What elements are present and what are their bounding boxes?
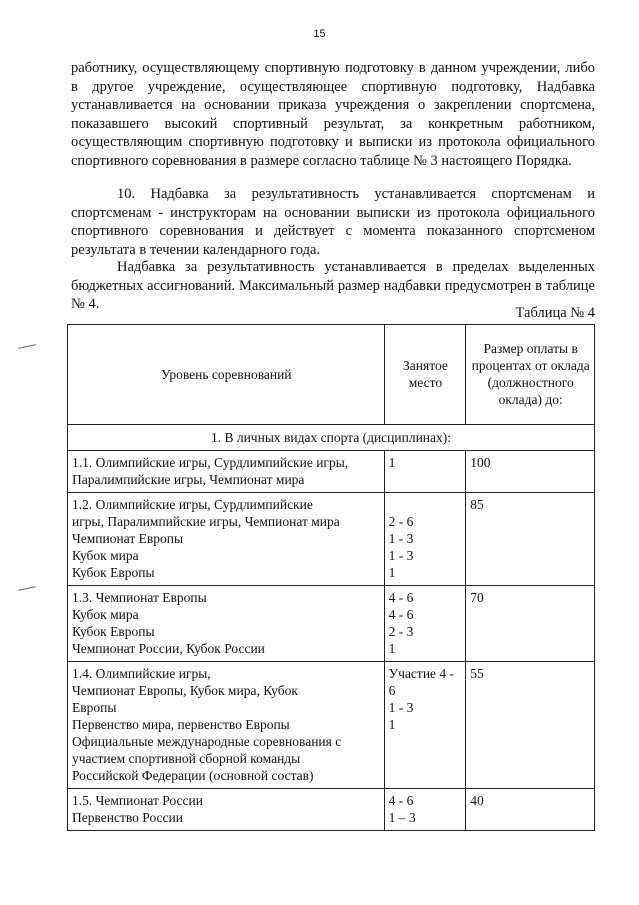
place-line: 4 - 6: [388, 590, 414, 605]
payment-cell: 85: [466, 493, 595, 586]
paragraph-text: Надбавка за результативность устанавливается в пределах выделенных бюджетных ассигнований. Максимальный размер надбавки предусмотрен в таблице № 4.: [71, 259, 595, 312]
section-row: [68, 425, 595, 451]
header-payment: Размер оплаты в процентах от оклада (должностного оклада) до:: [466, 325, 595, 425]
table-row: [68, 493, 595, 586]
payment-cell: 40: [466, 789, 595, 831]
margin-mark: [18, 344, 36, 349]
table-row: [68, 586, 595, 662]
margin-mark: [18, 586, 36, 591]
level-line: Кубок Европы: [72, 624, 155, 639]
place-line: 1: [388, 565, 396, 580]
level-line: Кубок мира: [72, 548, 139, 563]
paragraph-text: работнику, осуществляющему спортивную подготовку в данном учреждении, либо в другое учреждение, осуществляющее спортивную подготовку, Надбавка устанавливается на основании приказа учреждения о закреплении спортсмена, показавшего высокий спортивный результат, за конкретным работником, осуществляющим спортивную подготовку и выписки из протокола официального спортивного соревнования в размере согласно таблице № 3 настоящего Порядка.: [71, 60, 595, 169]
place-line: [389, 496, 463, 513]
level-line: Чемпионат Европы, Кубок мира, Кубок: [72, 683, 298, 698]
payment-cell: 100: [466, 451, 595, 493]
payment-cell: 70: [466, 586, 595, 662]
section-title: 1. В личных видах спорта (дисциплинах):: [68, 425, 595, 451]
level-cell: [68, 451, 385, 493]
place-cell: [384, 586, 466, 662]
level-line: 1.5. Чемпионат России: [72, 793, 203, 808]
level-line: Чемпионат России, Кубок России: [72, 641, 265, 656]
place-cell: [384, 789, 466, 831]
page-number: 15: [313, 28, 326, 40]
level-line: Первенство мира, первенство Европы: [72, 717, 290, 732]
place-line: 1: [388, 455, 396, 470]
place-cell: [384, 493, 466, 586]
level-line: Официальные международные соревнования с: [72, 734, 342, 749]
place-line: 1 - 3: [388, 548, 414, 563]
level-line: Кубок Европы: [72, 565, 155, 580]
place-line: 1 – 3: [388, 810, 416, 825]
place-line: 1: [388, 641, 396, 656]
payment-cell: 55: [466, 662, 595, 789]
place-line: 1: [388, 717, 396, 732]
level-line: Первенство России: [72, 810, 183, 825]
place-cell: [384, 662, 466, 789]
level-line: Кубок мира: [72, 607, 139, 622]
place-line: Участие 4 -: [388, 666, 455, 681]
table-row: [68, 662, 595, 789]
level-line: Чемпионат Европы: [72, 531, 184, 546]
paragraph-text: 10. Надбавка за результативность устанавливается спортсменам и спортсменам - инструкторам на основании выписки из протокола официального спортивного соревнования и действует с момента показанного спортсменом результата в течении календарного года.: [71, 186, 595, 258]
level-cell: [68, 789, 385, 831]
table-header-row: [68, 325, 595, 425]
paragraph-2: [71, 185, 595, 259]
place-line: 2 - 6: [388, 514, 414, 529]
paragraph-1: [71, 59, 595, 170]
level-line: участием спортивной сборной команды: [72, 751, 301, 766]
table-row: [68, 789, 595, 831]
header-level: Уровень соревнований: [68, 325, 385, 425]
place-line: 1 - 3: [388, 531, 414, 546]
competition-table: [67, 324, 595, 831]
place-line: 4 - 6: [388, 793, 414, 808]
level-cell: [68, 662, 385, 789]
place-cell: [384, 451, 466, 493]
level-line: Европы: [72, 700, 117, 715]
level-line: игры, Паралимпийские игры, Чемпионат мира: [72, 514, 340, 529]
header-place: Занятое место: [384, 325, 466, 425]
level-line: 1.2. Олимпийские игры, Сурдлимпийские: [72, 497, 313, 512]
level-line: Российской Федерации (основной состав): [72, 768, 314, 783]
level-line: 1.1. Олимпийские игры, Сурдлимпийские игры, Паралимпийские игры, Чемпионат мира: [72, 455, 349, 487]
place-line: 1 - 3: [388, 700, 414, 715]
place-line: 2 - 3: [388, 624, 414, 639]
level-cell: [68, 586, 385, 662]
place-line: 6: [388, 683, 396, 698]
level-line: 1.4. Олимпийские игры,: [72, 666, 211, 681]
level-line: 1.3. Чемпионат Европы: [72, 590, 207, 605]
table-row: [68, 451, 595, 493]
level-cell: [68, 493, 385, 586]
table-caption: Таблица № 4: [515, 305, 595, 321]
place-line: 4 - 6: [388, 607, 414, 622]
